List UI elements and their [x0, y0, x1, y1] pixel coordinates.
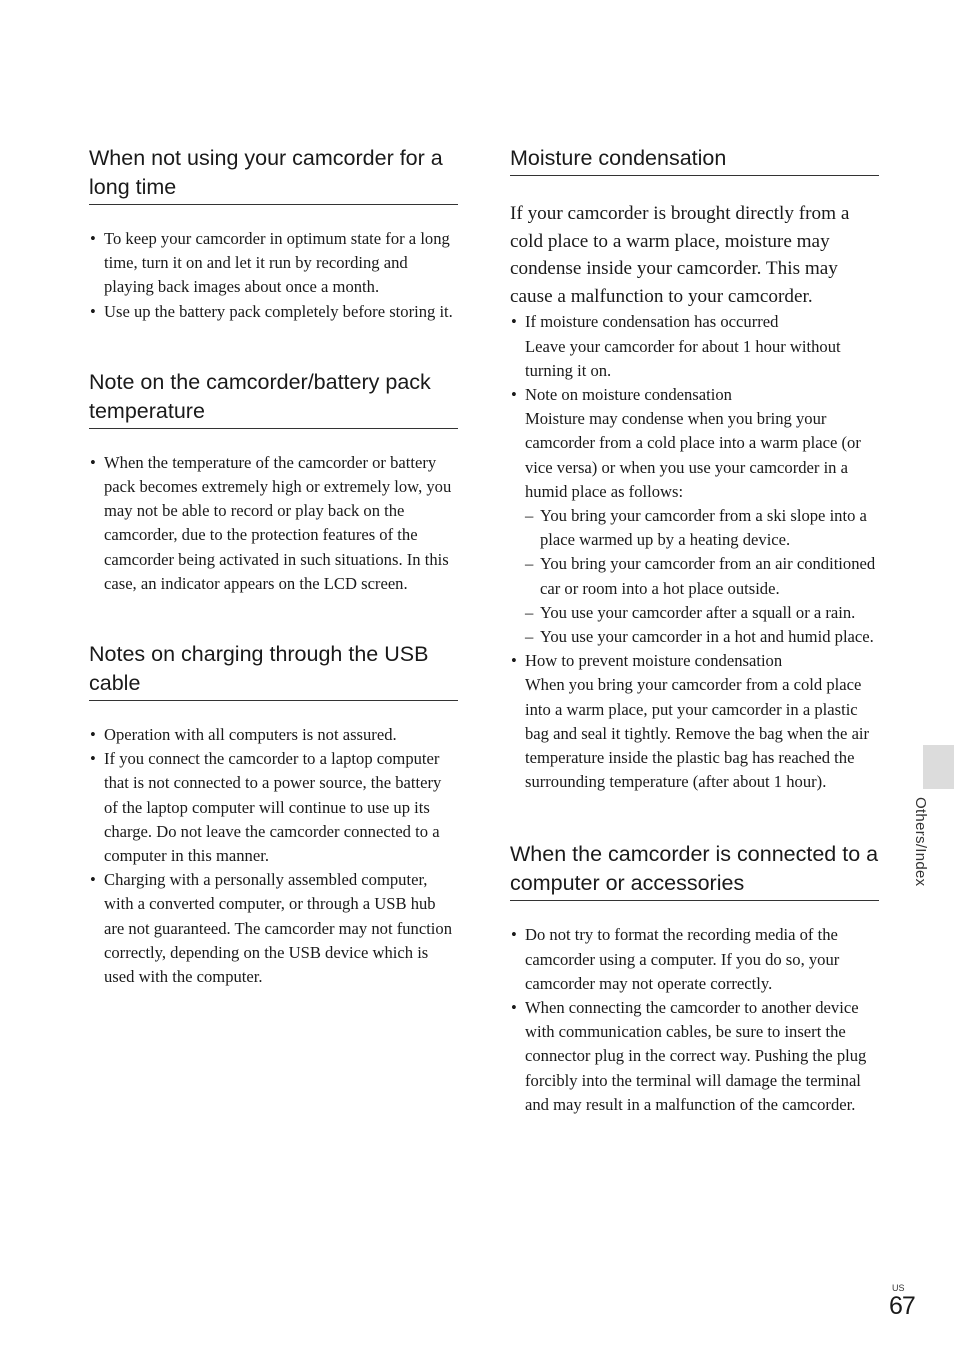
list-item: • Operation with all computers is not assured.	[89, 723, 458, 747]
side-tab-marker	[923, 745, 954, 789]
section-heading: When not using your camcorder for a long time	[89, 144, 458, 205]
dash-item: – You bring your camcorder from an air conditioned car or room into a hot place outside.	[525, 552, 879, 600]
dash-item: – You use your camcorder in a hot and humid place.	[525, 625, 879, 649]
section-heading: Notes on charging through the USB cable	[89, 640, 458, 701]
side-tab-label: Others/Index	[912, 797, 929, 887]
item-body: Moisture may condense when you bring your camcorder from a cold place into a warm place (or vice versa) or when you use your camcorder in a humid place as follows:	[525, 409, 861, 501]
item-title: • If moisture condensation has occurred	[525, 312, 779, 332]
section-heading: Moisture condensation	[510, 144, 879, 176]
item-title: • How to prevent moisture condensation	[525, 651, 783, 671]
right-column	[510, 144, 879, 1117]
page-number: 67	[889, 1292, 915, 1320]
section-moisture-condensation	[510, 144, 879, 794]
bullet-list	[89, 227, 458, 324]
section-usb-charging	[89, 640, 458, 989]
dash-item: – You use your camcorder after a squall or a rain.	[525, 601, 879, 625]
left-column	[89, 144, 458, 989]
section-temperature	[89, 368, 458, 596]
item-title: • Note on moisture condensation	[525, 384, 732, 404]
dash-item: – You bring your camcorder from a ski slope into a place warmed up by a heating device.	[525, 504, 879, 552]
section-heading: Note on the camcorder/battery pack temperature	[89, 368, 458, 429]
list-item: • Charging with a personally assembled computer, with a converted computer, or through a USB hub are not guaranteed. The camcorder may not function correctly, depending on the USB device which is used with the computer.	[89, 868, 458, 989]
list-item	[510, 383, 879, 649]
bullet-list	[89, 723, 458, 989]
page-region-code: US	[892, 1283, 905, 1293]
bullet-list	[510, 310, 879, 794]
list-item	[510, 310, 879, 383]
intro-paragraph: If your camcorder is brought directly from a cold place to a warm place, moisture may condense inside your camcorder. This may cause a malfunction to your camcorder.	[510, 203, 850, 307]
list-item: • To keep your camcorder in optimum state for a long time, turn it on and let it run by recording and playing back images about once a month.	[89, 227, 458, 300]
section-heading: When the camcorder is connected to a computer or accessories	[510, 840, 879, 901]
list-item	[510, 649, 879, 794]
list-item: • If you connect the camcorder to a laptop computer that is not connected to a power source, the battery of the laptop computer will continue to use up its charge. Do not leave the camcorder connected to a computer in this manner.	[89, 747, 458, 868]
section-connected-to-computer	[510, 840, 879, 1117]
section-not-using	[89, 144, 458, 324]
list-item: • When connecting the camcorder to another device with communication cables, be sure to insert the connector plug in the correct way. Pushing the plug forcibly into the terminal will damage the terminal and may result in a malfunction of the camcorder.	[510, 996, 879, 1117]
bullet-list	[89, 451, 458, 596]
bullet-list	[510, 923, 879, 1117]
list-item: • Do not try to format the recording media of the camcorder using a computer. If you do so, your camcorder may not operate correctly.	[510, 923, 879, 996]
item-body: Leave your camcorder for about 1 hour without turning it on.	[525, 336, 841, 380]
item-body: When you bring your camcorder from a cold place into a warm place, put your camcorder in a plastic bag and seal it tightly. Remove the bag when the air temperature inside the plastic bag has reached the surrounding temperature (after about 1 hour).	[525, 675, 870, 792]
list-item: • When the temperature of the camcorder or battery pack becomes extremely high or extremely low, you may not be able to record or play back on the camcorder, due to the protection features of the camcorder being activated in such situations. In this case, an indicator appears on the LCD screen.	[89, 451, 458, 596]
dash-list	[525, 504, 879, 649]
list-item: • Use up the battery pack completely before storing it.	[89, 300, 458, 324]
